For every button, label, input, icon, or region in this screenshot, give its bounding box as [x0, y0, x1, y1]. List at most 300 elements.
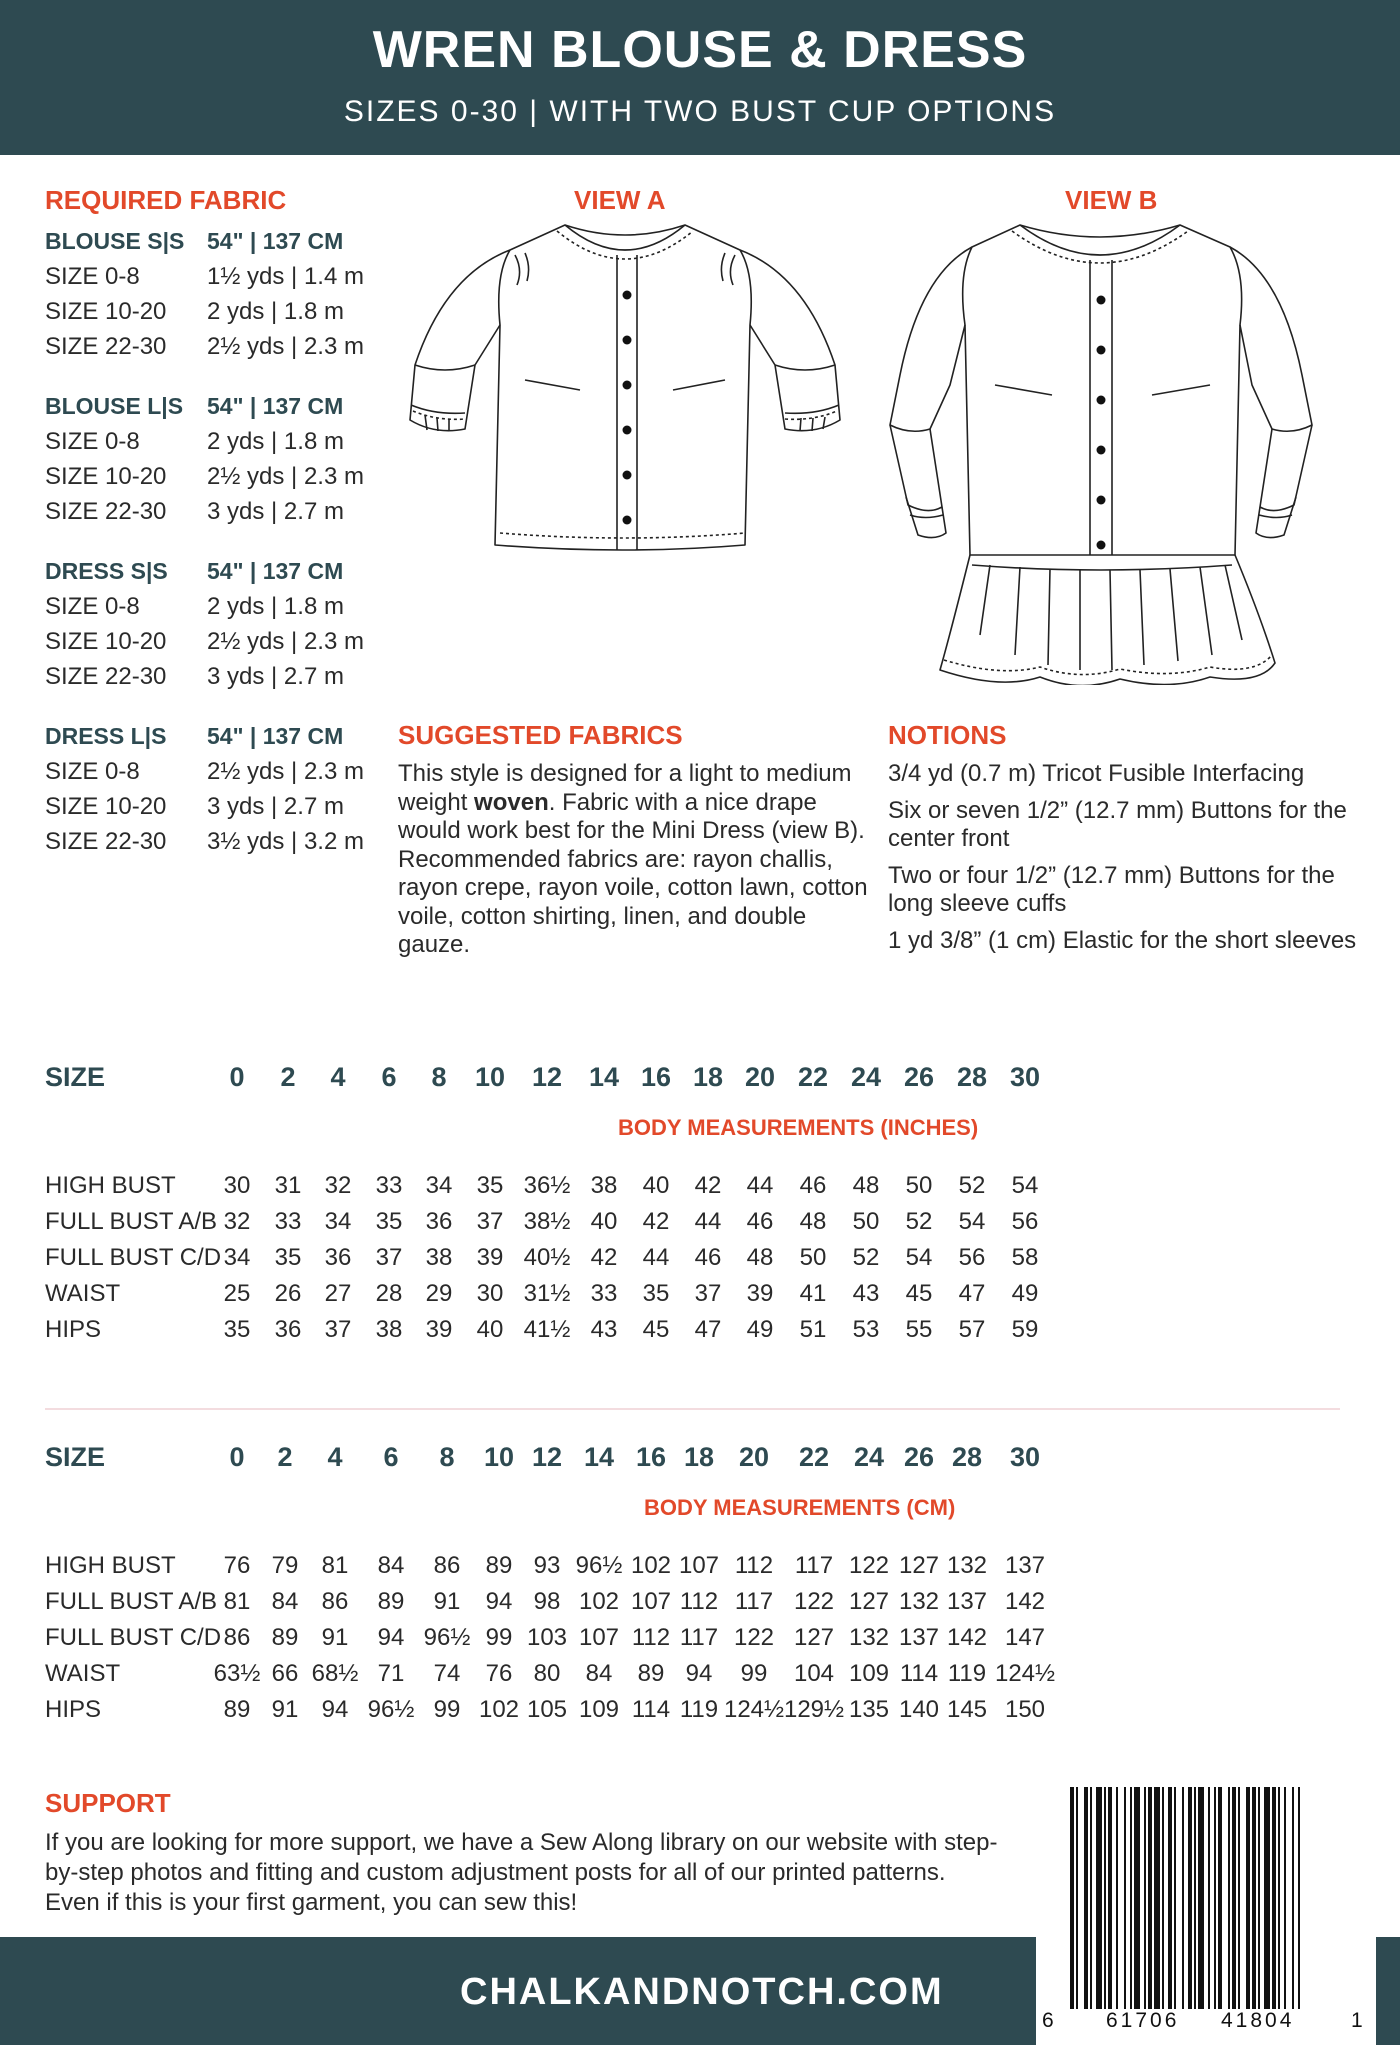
- measurement-row: [45, 1588, 1355, 1624]
- measurement-cell: 55: [905, 1316, 933, 1343]
- measurement-cell: 46: [694, 1244, 722, 1271]
- measurement-cell: 35: [375, 1208, 403, 1235]
- measurement-row: [45, 1316, 1355, 1352]
- size-header-cell: 14: [583, 1442, 615, 1472]
- measurement-cell: 63½: [213, 1660, 261, 1687]
- measurement-cell: 40: [642, 1172, 670, 1199]
- measurement-cell: 42: [642, 1208, 670, 1235]
- measurement-cell: 30: [476, 1280, 504, 1307]
- measurement-cell: 35: [223, 1316, 251, 1343]
- barcode-digit-group: 61706: [1106, 2009, 1180, 2032]
- measurement-cell: 31½: [523, 1280, 571, 1307]
- pattern-title: WREN BLOUSE & DRESS: [372, 21, 1028, 79]
- size-header-cell: 30: [1009, 1062, 1041, 1092]
- support-heading: SUPPORT: [45, 1788, 171, 1818]
- measurement-cell: 50: [905, 1172, 933, 1199]
- measurement-cell: 34: [425, 1172, 453, 1199]
- measurement-cell: 39: [476, 1244, 504, 1271]
- barcode-bar: [1144, 1787, 1146, 2009]
- size-header-cell: 30: [1009, 1442, 1041, 1472]
- size-header-cell: 28: [956, 1062, 988, 1092]
- measurement-cell: 44: [746, 1172, 774, 1199]
- fabric-amount: 2½ yds | 2.3 m: [207, 758, 364, 785]
- measurement-cell: 94: [685, 1660, 713, 1687]
- measurement-cell: 44: [694, 1208, 722, 1235]
- measurement-cell: 107: [630, 1588, 672, 1615]
- size-header-cell: 18: [683, 1442, 715, 1472]
- size-header-cell: 24: [853, 1442, 885, 1472]
- measurement-label: HIPS: [45, 1316, 102, 1343]
- measurement-cell: 30: [223, 1172, 251, 1199]
- measurement-cell: 40½: [523, 1244, 571, 1271]
- barcode-bar: [1096, 1787, 1102, 2009]
- measurement-cell: 98: [533, 1588, 561, 1615]
- measurement-cell: 39: [425, 1316, 453, 1343]
- measurement-cell: 42: [694, 1172, 722, 1199]
- measurement-cell: 107: [678, 1552, 720, 1579]
- measurement-label: WAIST: [45, 1280, 121, 1307]
- measurement-cell: 40: [476, 1316, 504, 1343]
- measurement-cell: 91: [271, 1696, 299, 1723]
- fabric-amount: 3 yds | 2.7 m: [207, 663, 344, 690]
- measurement-cell: 84: [585, 1660, 613, 1687]
- fabric-block-dress-ls: [45, 723, 385, 863]
- measurement-cell: 91: [321, 1624, 349, 1651]
- measurement-cell: 52: [852, 1244, 880, 1271]
- measurement-row: [45, 1696, 1355, 1732]
- fabric-amount: 3 yds | 2.7 m: [207, 498, 344, 525]
- fabric-amount: 3 yds | 2.7 m: [207, 793, 344, 820]
- barcode-bar: [1258, 1787, 1260, 2009]
- measurement-cell: 122: [848, 1552, 890, 1579]
- measurement-cell: 86: [321, 1588, 349, 1615]
- measurement-cell: 33: [375, 1172, 403, 1199]
- measurement-cell: 31: [274, 1172, 302, 1199]
- barcode-bar: [1284, 1787, 1286, 2009]
- measurement-label: FULL BUST A/B: [45, 1208, 218, 1235]
- fabric-width: 54" | 137 CM: [207, 723, 344, 749]
- measurement-cell: 137: [898, 1624, 940, 1651]
- measurement-row: [45, 1244, 1355, 1280]
- measurement-cell: 86: [433, 1552, 461, 1579]
- measurement-cell: 34: [324, 1208, 352, 1235]
- barcode-bar: [1134, 1787, 1140, 2009]
- measurement-row: [45, 1624, 1355, 1660]
- size-header-cell: 26: [903, 1442, 935, 1472]
- measurement-cell: 117: [794, 1552, 834, 1579]
- measurement-cell: 74: [433, 1660, 461, 1687]
- measurement-cell: 99: [740, 1660, 768, 1687]
- barcode-digit: 1: [1351, 2009, 1363, 2032]
- fabric-size: SIZE 22-30: [45, 333, 167, 360]
- measurement-cell: 32: [223, 1208, 251, 1235]
- notions-heading: NOTIONS: [888, 720, 1007, 750]
- measurement-cell: 114: [631, 1696, 671, 1723]
- size-header-cell: 0: [229, 1062, 245, 1092]
- barcode-bar: [1252, 1787, 1256, 2009]
- measurement-cell: 89: [223, 1696, 251, 1723]
- measurement-cell: 109: [578, 1696, 620, 1723]
- size-label: SIZE: [45, 1062, 106, 1092]
- fabric-amount: 2½ yds | 2.3 m: [207, 628, 364, 655]
- measurement-cell: 33: [590, 1280, 618, 1307]
- barcode-bars-icon: [1066, 1787, 1356, 2009]
- measurement-cell: 129½: [783, 1696, 845, 1723]
- size-header-cell: 22: [797, 1062, 829, 1092]
- inches-subheading: BODY MEASUREMENTS (INCHES): [618, 1115, 979, 1140]
- measurement-cell: 36: [425, 1208, 453, 1235]
- fabric-size: SIZE 10-20: [45, 628, 167, 655]
- barcode-digit: 6: [1042, 2009, 1054, 2032]
- fabric-size: SIZE 22-30: [45, 498, 167, 525]
- measurement-cell: 37: [476, 1208, 504, 1235]
- barcode-bar: [1298, 1787, 1300, 2009]
- size-header-cell: 14: [588, 1062, 620, 1092]
- measurement-cell: 147: [1004, 1624, 1046, 1651]
- barcode-bar: [1108, 1787, 1112, 2009]
- fabric-width: 54" | 137 CM: [207, 393, 344, 419]
- suggested-fabrics-bold-word: woven: [474, 788, 549, 816]
- measurement-cell: 96½: [367, 1696, 415, 1723]
- size-header-cell: 26: [903, 1062, 935, 1092]
- measurement-cell: 36½: [523, 1172, 571, 1199]
- barcode: [1036, 1757, 1376, 2045]
- measurement-cell: 39: [746, 1280, 774, 1307]
- suggested-fabrics-text-part: This style is designed for a light to medium weight: [398, 760, 852, 816]
- fabric-size: SIZE 0-8: [45, 428, 140, 455]
- fabric-width: 54" | 137 CM: [207, 228, 344, 254]
- barcode-bar: [1188, 1787, 1192, 2009]
- barcode-bar: [1278, 1787, 1280, 2009]
- measurement-cell: 102: [630, 1552, 672, 1579]
- header-banner: [0, 0, 1400, 155]
- measurement-cell: 26: [274, 1280, 302, 1307]
- measurement-cell: 122: [733, 1624, 775, 1651]
- fabric-width: 54" | 137 CM: [207, 558, 344, 584]
- measurement-cell: 142: [1004, 1588, 1046, 1615]
- size-header-cell: 16: [640, 1062, 672, 1092]
- fabric-size: SIZE 0-8: [45, 758, 140, 785]
- measurement-label: FULL BUST C/D: [45, 1244, 222, 1271]
- measurement-cell: 59: [1011, 1316, 1039, 1343]
- measurement-cell: 99: [485, 1624, 513, 1651]
- fabric-size: SIZE 22-30: [45, 663, 167, 690]
- fabric-block-blouse-ls: [45, 393, 385, 533]
- barcode-bar: [1084, 1787, 1088, 2009]
- size-header-cell: 12: [531, 1062, 563, 1092]
- measurement-cell: 35: [642, 1280, 670, 1307]
- measurement-cell: 35: [476, 1172, 504, 1199]
- barcode-bar: [1208, 1787, 1210, 2009]
- measurement-cell: 119: [947, 1660, 987, 1687]
- fabric-size: SIZE 10-20: [45, 463, 167, 490]
- measurement-cell: 37: [694, 1280, 722, 1307]
- measurement-cell: 150: [1004, 1696, 1046, 1723]
- measurement-cell: 32: [324, 1172, 352, 1199]
- measurement-cell: 54: [958, 1208, 986, 1235]
- suggested-fabrics-text-part: . Fabric with a nice drape would work best for the Mini Dress (view B). Recommended fabrics are: rayon challis, rayon crepe, rayon voile, cotton lawn, cotton voile, cotton shirting, linen, and double gauze.: [398, 788, 868, 958]
- measurement-cell: 102: [578, 1588, 620, 1615]
- measurement-cell: 48: [746, 1244, 774, 1271]
- measurement-cell: 42: [590, 1244, 618, 1271]
- measurement-cell: 81: [321, 1552, 349, 1579]
- size-header-row: [45, 1062, 1355, 1098]
- notion-item: Six or seven 1/2” (12.7 mm) Buttons for the center front: [888, 796, 1347, 852]
- measurement-label: FULL BUST A/B: [45, 1588, 218, 1615]
- measurement-cell: 89: [377, 1588, 405, 1615]
- measurement-cell: 112: [734, 1552, 774, 1579]
- measurement-cell: 107: [578, 1624, 620, 1651]
- size-header-cell: 20: [738, 1442, 770, 1472]
- measurement-cell: 124½: [723, 1696, 785, 1723]
- cm-size-table: [45, 1442, 1355, 1762]
- measurement-cell: 89: [485, 1552, 513, 1579]
- size-header-cell: 8: [431, 1062, 447, 1092]
- barcode-bar: [1182, 1787, 1184, 2009]
- measurement-cell: 79: [271, 1552, 299, 1579]
- size-header-cell: 28: [951, 1442, 983, 1472]
- barcode-bar: [1076, 1787, 1078, 2009]
- view-b-dress-illustration: [880, 215, 1340, 685]
- measurement-cell: 96½: [423, 1624, 471, 1651]
- measurement-cell: 84: [271, 1588, 299, 1615]
- measurement-cell: 89: [271, 1624, 299, 1651]
- barcode-bar: [1168, 1787, 1172, 2009]
- measurement-cell: 57: [958, 1316, 986, 1343]
- measurement-cell: 142: [946, 1624, 988, 1651]
- measurement-label: WAIST: [45, 1660, 121, 1687]
- website-link[interactable]: CHALKANDNOTCH.COM: [460, 1971, 944, 2013]
- barcode-bar: [1090, 1787, 1092, 2009]
- measurement-cell: 41: [799, 1280, 827, 1307]
- measurement-cell: 43: [852, 1280, 880, 1307]
- measurement-cell: 44: [642, 1244, 670, 1271]
- barcode-bar: [1174, 1787, 1176, 2009]
- measurement-cell: 114: [899, 1660, 939, 1687]
- measurement-cell: 80: [533, 1660, 561, 1687]
- measurement-cell: 117: [679, 1624, 719, 1651]
- barcode-bar: [1238, 1787, 1240, 2009]
- measurement-cell: 48: [799, 1208, 827, 1235]
- fabric-amount: 2 yds | 1.8 m: [207, 593, 344, 620]
- size-header-row: [45, 1442, 1355, 1478]
- size-header-cell: 2: [280, 1062, 296, 1092]
- barcode-bar: [1272, 1787, 1276, 2009]
- view-a-blouse-illustration: [405, 215, 845, 575]
- fabric-amount: 1½ yds | 1.4 m: [207, 263, 364, 290]
- measurement-cell: 81: [223, 1588, 251, 1615]
- measurement-cell: 76: [485, 1660, 513, 1687]
- measurement-cell: 56: [1011, 1208, 1039, 1235]
- view-b-label: VIEW B: [1065, 185, 1158, 215]
- measurement-cell: 109: [848, 1660, 890, 1687]
- measurement-row: [45, 1172, 1355, 1208]
- measurement-cell: 37: [324, 1316, 352, 1343]
- measurement-cell: 132: [848, 1624, 890, 1651]
- measurement-label: HIPS: [45, 1696, 102, 1723]
- measurement-cell: 52: [958, 1172, 986, 1199]
- measurement-cell: 25: [223, 1280, 251, 1307]
- fabric-size: SIZE 10-20: [45, 298, 167, 325]
- measurement-cell: 35: [274, 1244, 302, 1271]
- measurement-cell: 50: [799, 1244, 827, 1271]
- measurement-cell: 50: [852, 1208, 880, 1235]
- measurement-label: FULL BUST C/D: [45, 1624, 222, 1651]
- barcode-bar: [1214, 1787, 1216, 2009]
- fabric-amount: 3½ yds | 3.2 m: [207, 828, 364, 855]
- size-header-cell: 22: [798, 1442, 830, 1472]
- measurement-cell: 132: [898, 1588, 940, 1615]
- size-header-cell: 10: [474, 1062, 506, 1092]
- size-header-cell: 10: [483, 1442, 515, 1472]
- measurement-cell: 94: [321, 1696, 349, 1723]
- barcode-bar: [1070, 1787, 1074, 2009]
- measurement-row: [45, 1552, 1355, 1588]
- measurement-cell: 34: [223, 1244, 251, 1271]
- measurement-cell: 89: [637, 1660, 665, 1687]
- size-header-cell: 8: [439, 1442, 455, 1472]
- measurement-cell: 127: [898, 1552, 940, 1579]
- suggested-fabrics-heading: SUGGESTED FABRICS: [398, 720, 683, 750]
- size-header-cell: 18: [692, 1062, 724, 1092]
- measurement-cell: 91: [433, 1588, 461, 1615]
- notions-list: [888, 760, 1363, 963]
- measurement-cell: 52: [905, 1208, 933, 1235]
- measurement-cell: 93: [533, 1552, 561, 1579]
- measurement-cell: 124½: [994, 1660, 1056, 1687]
- size-header-cell: 6: [381, 1062, 397, 1092]
- measurement-cell: 137: [946, 1588, 988, 1615]
- measurement-cell: 46: [746, 1208, 774, 1235]
- measurement-cell: 36: [324, 1244, 352, 1271]
- fabric-size: SIZE 22-30: [45, 828, 167, 855]
- barcode-bar: [1246, 1787, 1250, 2009]
- measurement-cell: 48: [852, 1172, 880, 1199]
- measurement-cell: 27: [324, 1280, 352, 1307]
- measurement-cell: 28: [375, 1280, 403, 1307]
- measurement-cell: 47: [694, 1316, 722, 1343]
- measurement-cell: 84: [377, 1552, 405, 1579]
- size-label: SIZE: [45, 1442, 106, 1472]
- measurement-cell: 104: [793, 1660, 835, 1687]
- measurement-cell: 29: [425, 1280, 453, 1307]
- measurement-cell: 94: [377, 1624, 405, 1651]
- size-header-cell: 4: [330, 1062, 346, 1092]
- measurement-cell: 46: [799, 1172, 827, 1199]
- measurement-cell: 127: [793, 1624, 835, 1651]
- fabric-block-dress-ss: [45, 558, 385, 698]
- measurement-cell: 68½: [311, 1660, 359, 1687]
- barcode-bar: [1124, 1787, 1126, 2009]
- pattern-subtitle: SIZES 0-30 | WITH TWO BUST CUP OPTIONS: [343, 95, 1057, 128]
- measurement-cell: 96½: [575, 1552, 623, 1579]
- measurement-cell: 66: [271, 1660, 299, 1687]
- measurement-cell: 117: [734, 1588, 774, 1615]
- measurement-cell: 99: [433, 1696, 461, 1723]
- measurement-cell: 47: [958, 1280, 986, 1307]
- barcode-bar: [1264, 1787, 1270, 2009]
- view-a-label: VIEW A: [574, 185, 666, 215]
- barcode-bar: [1116, 1787, 1118, 2009]
- fabric-amount: 2½ yds | 2.3 m: [207, 333, 364, 360]
- fabric-size: SIZE 0-8: [45, 593, 140, 620]
- measurement-cell: 54: [905, 1244, 933, 1271]
- measurement-cell: 94: [485, 1588, 513, 1615]
- size-header-cell: 16: [635, 1442, 667, 1472]
- measurement-cell: 58: [1011, 1244, 1039, 1271]
- fabric-size: SIZE 0-8: [45, 263, 140, 290]
- barcode-bar: [1130, 1787, 1132, 2009]
- fabric-amount: 2 yds | 1.8 m: [207, 298, 344, 325]
- size-header-cell: 20: [744, 1062, 776, 1092]
- barcode-bar: [1104, 1787, 1106, 2009]
- notion-item: Two or four 1/2” (12.7 mm) Buttons for the long sleeve cuffs: [888, 861, 1335, 917]
- measurement-cell: 51: [799, 1316, 827, 1343]
- fabric-size: SIZE 10-20: [45, 793, 167, 820]
- measurement-cell: 54: [1011, 1172, 1039, 1199]
- measurement-row: [45, 1660, 1355, 1696]
- support-text: If you are looking for more support, we have a Sew Along library on our website with step-by-step photos and fitting and custom adjustment posts for all of our printed patterns. Even if this is your first garment, you can sew this!: [45, 1829, 998, 1916]
- measurement-cell: 71: [377, 1660, 405, 1687]
- measurement-cell: 41½: [523, 1316, 571, 1343]
- measurement-label: HIGH BUST: [45, 1172, 176, 1199]
- table-divider: [45, 1408, 1340, 1410]
- fabric-block-title: DRESS S|S: [45, 558, 168, 584]
- measurement-cell: 36: [274, 1316, 302, 1343]
- measurement-cell: 38: [375, 1316, 403, 1343]
- fabric-block-title: BLOUSE S|S: [45, 228, 185, 254]
- measurement-row: [45, 1280, 1355, 1316]
- measurement-cell: 119: [679, 1696, 719, 1723]
- size-header-cell: 4: [327, 1442, 343, 1472]
- barcode-bar: [1292, 1787, 1294, 2009]
- measurement-cell: 45: [905, 1280, 933, 1307]
- barcode-bar: [1148, 1787, 1152, 2009]
- measurement-cell: 122: [793, 1588, 835, 1615]
- measurement-cell: 38: [590, 1172, 618, 1199]
- measurement-cell: 137: [1004, 1552, 1046, 1579]
- measurement-cell: 49: [746, 1316, 774, 1343]
- size-header-cell: 12: [531, 1442, 563, 1472]
- notion-item: 1 yd 3/8” (1 cm) Elastic for the short sleeves: [888, 926, 1357, 954]
- measurement-cell: 135: [848, 1696, 890, 1723]
- barcode-bar: [1218, 1787, 1222, 2009]
- fabric-block-blouse-ss: [45, 228, 385, 368]
- measurement-cell: 76: [223, 1552, 251, 1579]
- measurement-cell: 40: [590, 1208, 618, 1235]
- measurement-cell: 86: [223, 1624, 251, 1651]
- measurement-row: [45, 1208, 1355, 1244]
- barcode-bar: [1154, 1787, 1160, 2009]
- measurement-cell: 102: [478, 1696, 520, 1723]
- measurement-cell: 53: [852, 1316, 880, 1343]
- cm-subheading: BODY MEASUREMENTS (CM): [644, 1495, 956, 1520]
- measurement-cell: 132: [946, 1552, 988, 1579]
- barcode-bar: [1198, 1787, 1204, 2009]
- measurement-cell: 112: [631, 1624, 671, 1651]
- fabric-block-title: DRESS L|S: [45, 723, 167, 749]
- measurement-cell: 49: [1011, 1280, 1039, 1307]
- measurement-cell: 112: [679, 1588, 719, 1615]
- measurement-cell: 37: [375, 1244, 403, 1271]
- size-header-cell: 24: [850, 1062, 882, 1092]
- measurement-cell: 43: [590, 1316, 618, 1343]
- required-fabric-heading: REQUIRED FABRIC: [45, 185, 287, 215]
- suggested-fabrics-text: [398, 760, 868, 960]
- size-header-cell: 6: [383, 1442, 399, 1472]
- measurement-cell: 33: [274, 1208, 302, 1235]
- measurement-cell: 127: [848, 1588, 890, 1615]
